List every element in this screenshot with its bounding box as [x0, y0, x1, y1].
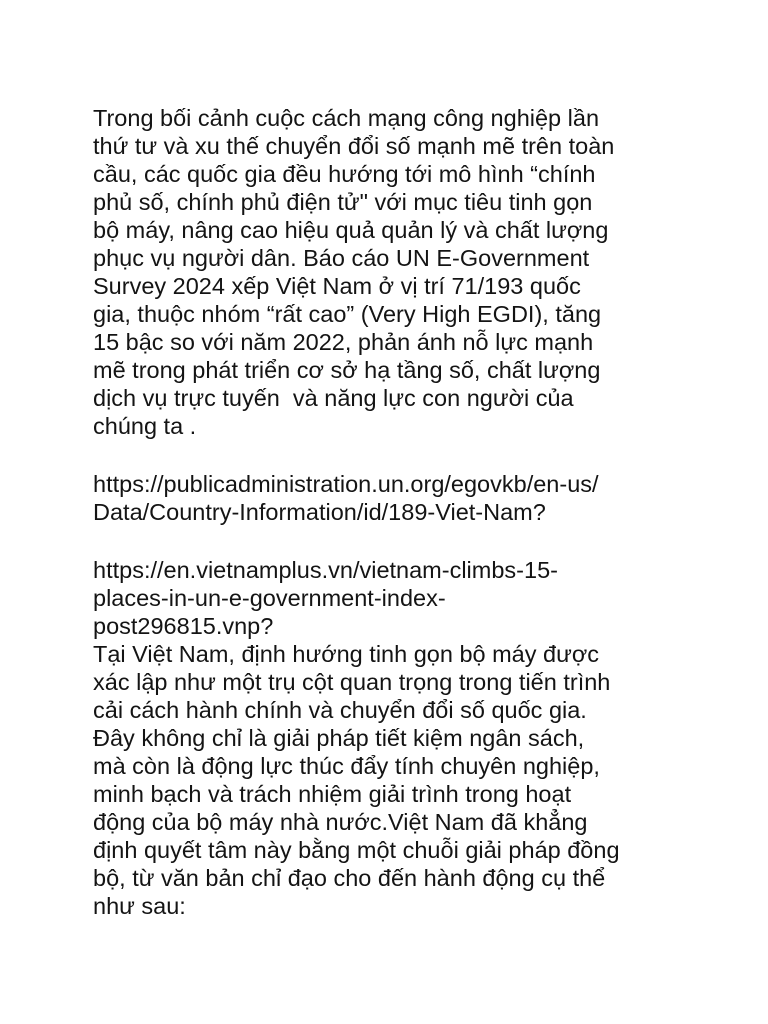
text-line: định quyết tâm này bằng một chuỗi giải pháp đồng: [93, 837, 620, 863]
link-line[interactable]: Data/Country-Information/id/189-Viet-Nam?: [93, 499, 546, 525]
document-body: [93, 104, 683, 920]
text-line: Survey 2024 xếp Việt Nam ở vị trí 71/193 quốc: [93, 273, 581, 299]
text-line: mẽ trong phát triển cơ sở hạ tầng số, chất lượng: [93, 357, 601, 383]
text-line: 15 bậc so với năm 2022, phản ánh nỗ lực mạnh: [93, 329, 594, 355]
text-line: dịch vụ trực tuyến và năng lực con người của: [93, 385, 574, 411]
text-line: Đây không chỉ là giải pháp tiết kiệm ngân sách,: [93, 725, 585, 751]
paragraph-spacer: [93, 440, 683, 470]
text-line: bộ, từ văn bản chỉ đạo cho đến hành động cụ thể: [93, 865, 606, 891]
text-line: chúng ta .: [93, 413, 197, 439]
text-line: mà còn là động lực thúc đẩy tính chuyên nghiệp,: [93, 753, 600, 779]
text-line: cầu, các quốc gia đều hướng tới mô hình “chính: [93, 161, 596, 187]
source-link-un[interactable]: [93, 470, 683, 526]
text-line: như sau:: [93, 893, 186, 919]
text-line: gia, thuộc nhóm “rất cao” (Very High EGDI), tăng: [93, 301, 602, 327]
text-line: phủ số, chính phủ điện tử" với mục tiêu tinh gọn: [93, 189, 593, 215]
text-line: thứ tư và xu thế chuyển đổi số mạnh mẽ trên toàn: [93, 133, 615, 159]
text-line: phục vụ người dân. Báo cáo UN E-Government: [93, 245, 590, 271]
link-line[interactable]: https://publicadministration.un.org/egovkb/en-us/: [93, 471, 599, 497]
link-line[interactable]: places-in-un-e-government-index-: [93, 585, 446, 611]
text-line: cải cách hành chính và chuyển đổi số quốc gia.: [93, 697, 587, 723]
link-line[interactable]: post296815.vnp?: [93, 613, 274, 639]
source-link-vietnamplus[interactable]: [93, 556, 683, 640]
text-line: Trong bối cảnh cuộc cách mạng công nghiệp lần: [93, 105, 600, 131]
text-line: động của bộ máy nhà nước.Việt Nam đã khẳng: [93, 809, 588, 835]
link-line[interactable]: https://en.vietnamplus.vn/vietnam-climbs-15-: [93, 557, 558, 583]
body-paragraph: [93, 640, 683, 920]
text-line: bộ máy, nâng cao hiệu quả quản lý và chất lượng: [93, 217, 609, 243]
text-line: minh bạch và trách nhiệm giải trình trong hoạt: [93, 781, 572, 807]
paragraph-spacer: [93, 526, 683, 556]
intro-paragraph: [93, 104, 683, 440]
text-line: Tại Việt Nam, định hướng tinh gọn bộ máy được: [93, 641, 599, 667]
text-line: xác lập như một trụ cột quan trọng trong tiến trình: [93, 669, 611, 695]
